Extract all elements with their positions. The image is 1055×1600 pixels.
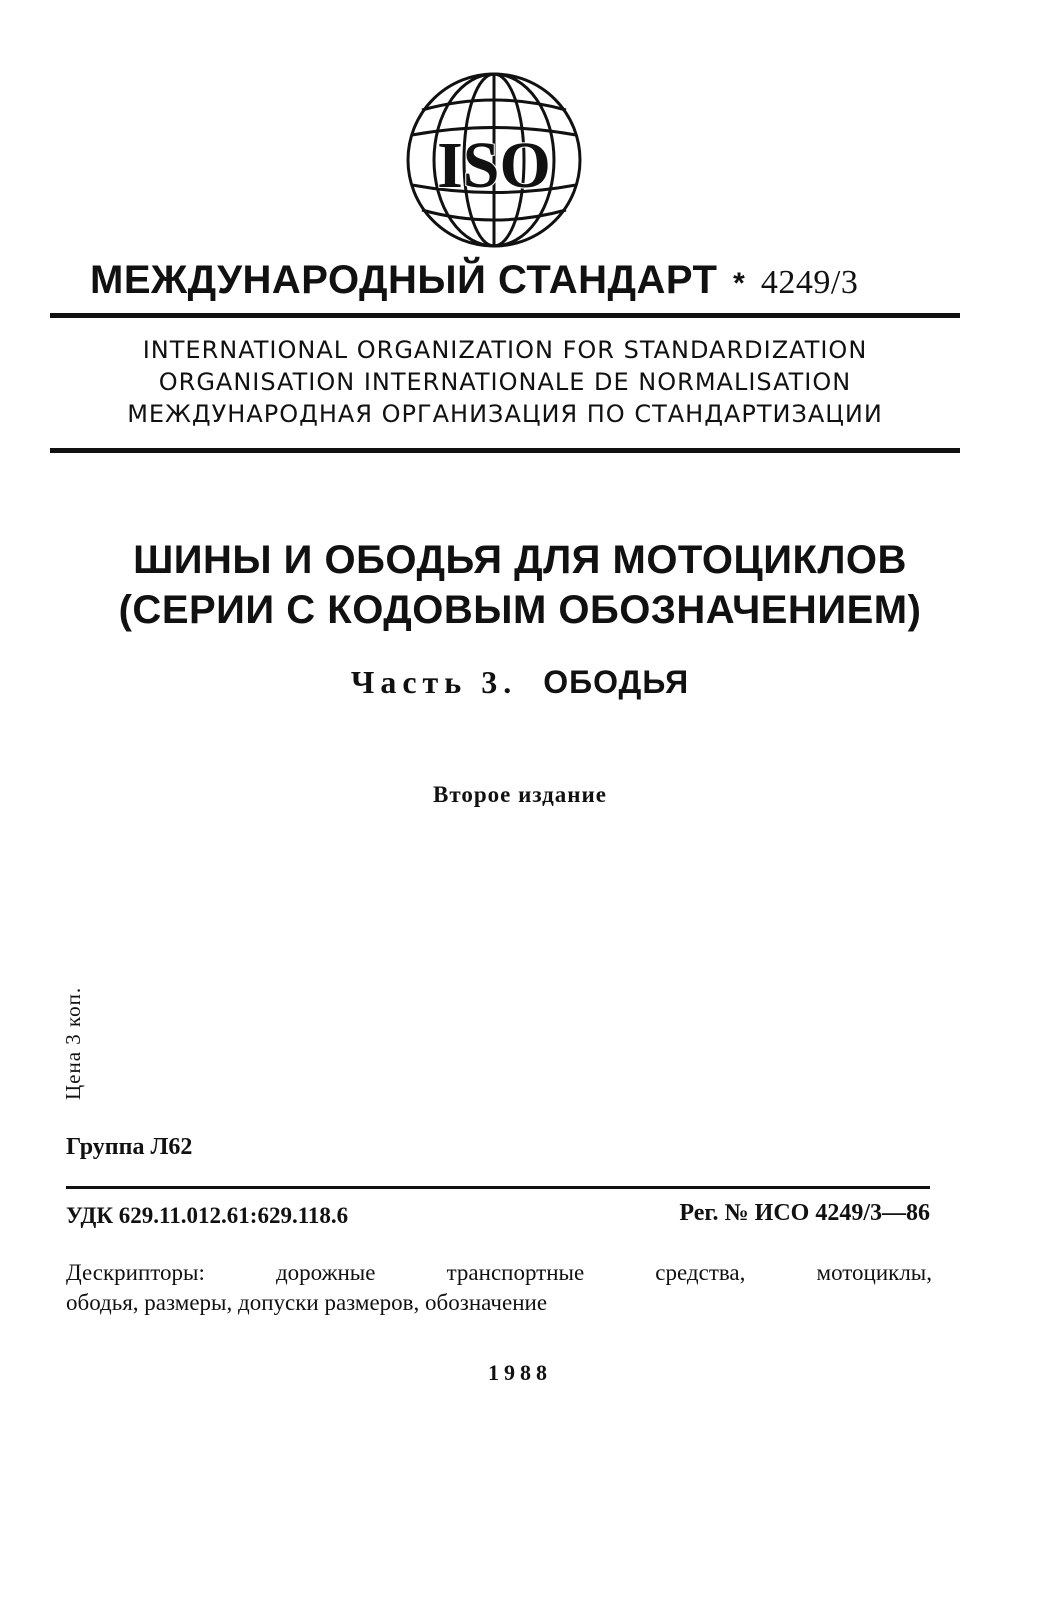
part-name: ОБОДЬЯ	[543, 664, 690, 700]
iso-logo-text: ISO	[437, 129, 551, 202]
group-label: Группа Л62	[66, 1134, 193, 1160]
iso-logo	[404, 70, 584, 250]
standard-title-text: МЕЖДУНАРОДНЫЙ СТАНДАРТ	[90, 258, 718, 302]
org-name-french: ORGANISATION INTERNATIONALE DE NORMALISATION	[158, 368, 852, 396]
part-label: Часть 3.	[350, 664, 518, 700]
price-label: Цена 3 коп.	[61, 986, 85, 1100]
publication-year: 1988	[488, 1360, 552, 1385]
udc-code: УДК 629.11.012.61:629.118.6	[66, 1203, 349, 1228]
header-rule-top	[50, 313, 960, 318]
descriptors-line1: Дескрипторы: дорожные транспортные средства, мотоциклы,	[66, 1260, 932, 1285]
document-title-line2: (СЕРИИ С КОДОВЫМ ОБОЗНАЧЕНИЕМ)	[118, 588, 922, 632]
org-name-russian: МЕЖДУНАРОДНАЯ ОРГАНИЗАЦИЯ ПО СТАНДАРТИЗАЦИИ	[127, 400, 883, 428]
standard-star: *	[733, 267, 746, 300]
header-rule-bottom	[50, 448, 960, 453]
document-title-line1: ШИНЫ И ОБОДЬЯ ДЛЯ МОТОЦИКЛОВ	[133, 538, 907, 582]
edition-label: Второе издание	[432, 782, 607, 807]
org-name-english: INTERNATIONAL ORGANIZATION FOR STANDARDIZATION	[142, 336, 868, 364]
descriptors-line2: ободья, размеры, допуски размеров, обозначение	[66, 1290, 548, 1315]
standard-number: 4249/3	[760, 264, 859, 301]
part-heading	[60, 664, 980, 701]
footer-rule	[66, 1186, 930, 1189]
descriptors	[66, 1258, 932, 1318]
registration-number: Рег. № ИСО 4249/3—86	[679, 1200, 930, 1226]
standard-title	[90, 258, 970, 308]
